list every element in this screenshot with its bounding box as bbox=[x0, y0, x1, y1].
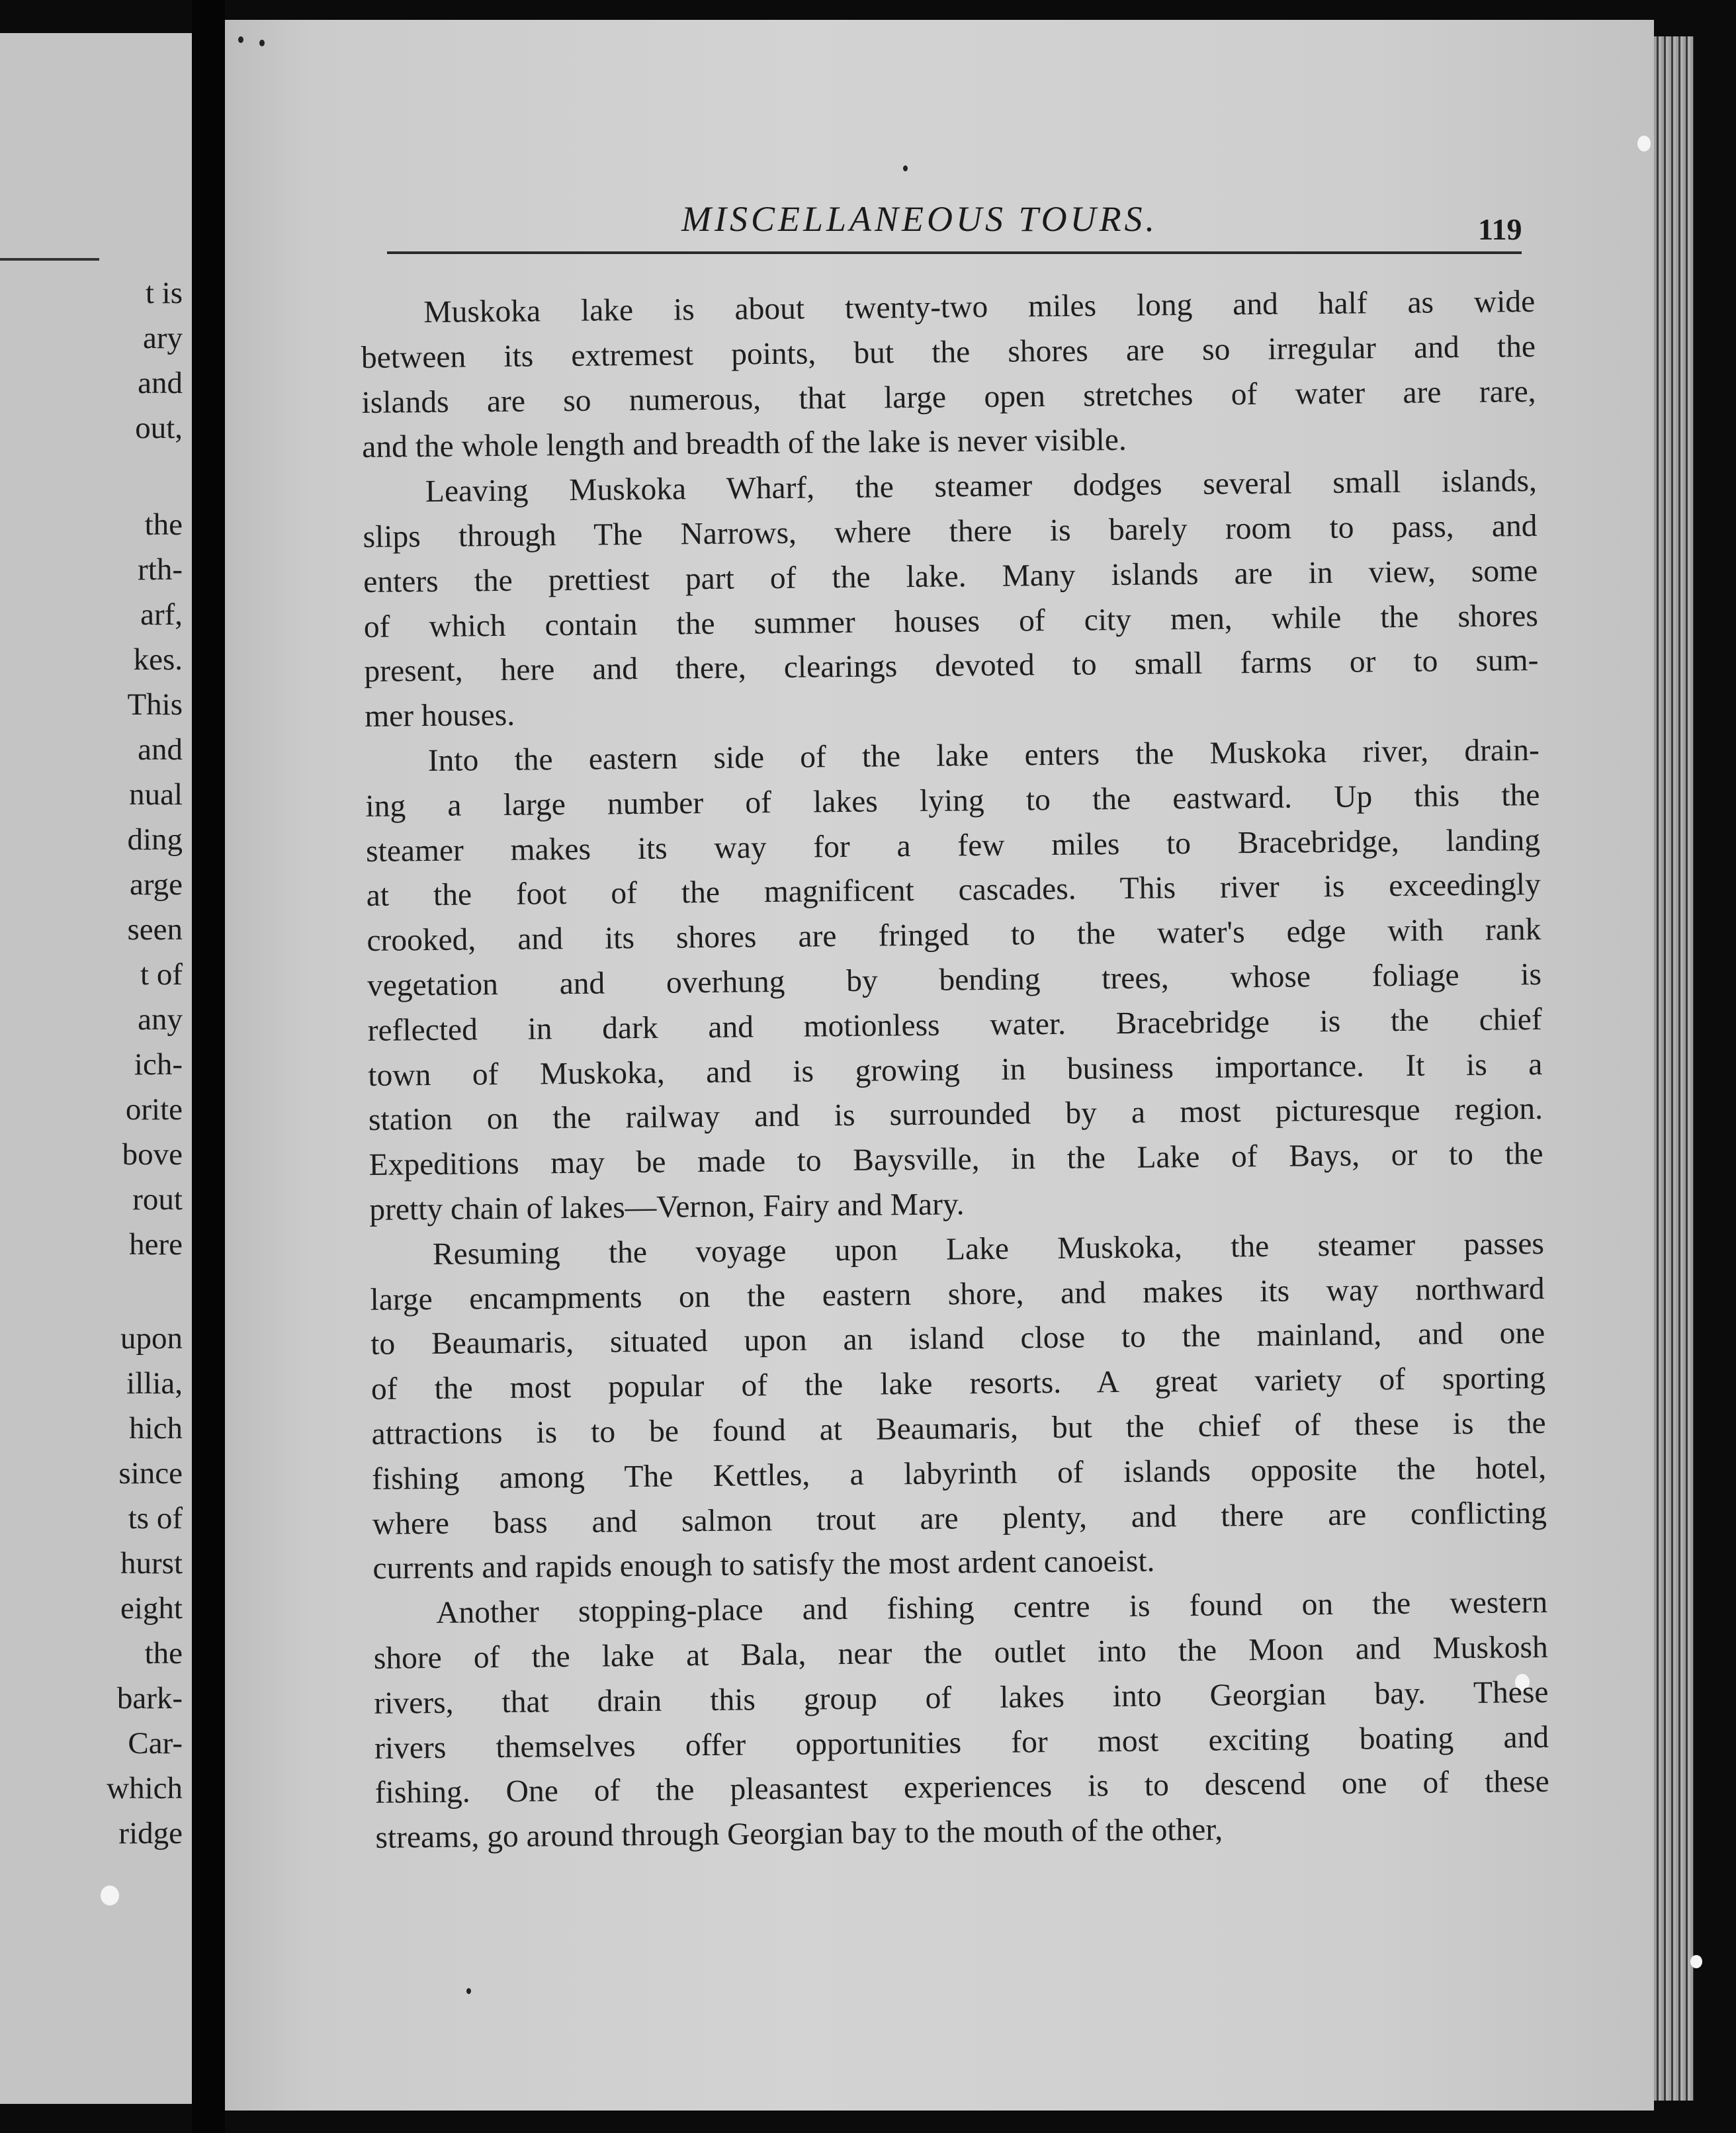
text-line: shore of the lake at Bala, near the outlet into the Moon and Muskosh bbox=[373, 1630, 1549, 1676]
facing-page-fragment: ts of bbox=[128, 1501, 183, 1536]
text-line: of which contain the summer houses of city men, while the shores bbox=[363, 598, 1539, 644]
text-line: mer houses. bbox=[364, 697, 515, 734]
text-line: steamer makes its way for a few miles to Bracebridge, landing bbox=[365, 822, 1541, 869]
page-number: 119 bbox=[1478, 212, 1522, 246]
facing-page-fragment: here bbox=[129, 1227, 183, 1262]
facing-page-fragment: nual bbox=[129, 777, 183, 812]
text-line: slips through The Narrows, where there is barely room to pass, and bbox=[363, 508, 1538, 554]
text-line: where bass and salmon trout are plenty, and there are conflicting bbox=[372, 1495, 1547, 1542]
facing-page-fragment: arf, bbox=[140, 597, 183, 632]
facing-page-fragment: the bbox=[144, 1636, 183, 1671]
facing-page-fragment: t is bbox=[145, 276, 183, 310]
text-line: of the most popular of the lake resorts. A great variety of sporting bbox=[370, 1361, 1546, 1407]
scan-speck bbox=[1637, 136, 1651, 152]
text-line: attractions is to be found at Beaumaris, but the chief of these is the bbox=[371, 1405, 1546, 1452]
body-text bbox=[361, 280, 1550, 1861]
text-line: and the whole length and breadth of the lake is never visible. bbox=[362, 423, 1127, 465]
paragraph bbox=[373, 1581, 1550, 1861]
text-line: streams, go around through Georgian bay to the mouth of the other, bbox=[375, 1812, 1223, 1855]
facing-page-fragment: out, bbox=[135, 411, 183, 445]
header-rule bbox=[387, 251, 1522, 254]
facing-page-fragment: hich bbox=[129, 1411, 183, 1446]
text-line: pretty chain of lakes—Vernon, Fairy and Mary. bbox=[369, 1187, 965, 1227]
facing-page-fragment: ich- bbox=[134, 1047, 183, 1082]
facing-page bbox=[0, 33, 192, 2104]
facing-page-fragment: illia, bbox=[126, 1366, 183, 1401]
text-line: Into the eastern side of the lake enters the Muskoka river, drain- bbox=[427, 732, 1540, 779]
scan-speck bbox=[259, 40, 265, 46]
text-line: Leaving Muskoka Wharf, the steamer dodges several small islands, bbox=[425, 464, 1538, 509]
text-line: Another stopping-place and fishing centre is found on the western bbox=[435, 1585, 1548, 1631]
paragraph bbox=[365, 728, 1544, 1233]
scan-speck bbox=[903, 165, 908, 171]
text-line: enters the prettiest part of the lake. Many islands are in view, some bbox=[363, 553, 1538, 599]
paragraph bbox=[363, 459, 1540, 740]
text-line: rivers themselves offer opportunities for most exciting boating and bbox=[374, 1719, 1549, 1766]
text-line: fishing. One of the pleasantest experiences is to descend one of these bbox=[374, 1764, 1549, 1811]
facing-page-fragment: seen bbox=[127, 912, 183, 947]
facing-page-fragment: orite bbox=[125, 1092, 183, 1127]
text-line: Resuming the voyage upon Lake Muskoka, the steamer passes bbox=[432, 1226, 1545, 1272]
facing-page-rule bbox=[0, 258, 99, 261]
facing-page-fragment: hurst bbox=[120, 1546, 183, 1581]
facing-page-fragment: rth- bbox=[138, 552, 183, 587]
facing-page-fragment: upon bbox=[120, 1321, 183, 1356]
paragraph bbox=[361, 280, 1537, 470]
text-line: present, here and there, clearings devoted to small farms or to sum- bbox=[364, 643, 1539, 689]
text-line: Muskoka lake is about twenty-two miles long and half as wide bbox=[423, 284, 1536, 330]
facing-page-fragment: bark- bbox=[116, 1681, 183, 1716]
text-line: vegetation and overhung by bending trees, whose foliage is bbox=[367, 957, 1542, 1003]
text-line: islands are so numerous, that large open stretches of water are rare, bbox=[361, 374, 1536, 420]
text-line: rivers, that drain this group of lakes into Georgian bay. These bbox=[374, 1675, 1549, 1721]
facing-page-fragment: since bbox=[118, 1456, 183, 1491]
text-line: Expeditions may be made to Baysville, in the Lake of Bays, or to the bbox=[369, 1137, 1543, 1183]
book-gutter bbox=[192, 0, 225, 2133]
text-line: large encampments on the eastern shore, and makes its way northward bbox=[370, 1271, 1545, 1317]
facing-page-fragment: ary bbox=[142, 321, 183, 355]
facing-page-fragment: rout bbox=[132, 1182, 183, 1217]
facing-page-fragment: t of bbox=[140, 957, 183, 992]
text-line: town of Muskoka, and is growing in business importance. It is a bbox=[368, 1047, 1543, 1093]
scan-speck bbox=[238, 36, 243, 43]
scan-speck bbox=[466, 1988, 471, 1994]
scan-speck bbox=[1690, 1955, 1702, 1968]
paragraph bbox=[370, 1222, 1547, 1592]
facing-page-fragment: Car- bbox=[128, 1726, 183, 1761]
text-line: crooked, and its shores are fringed to the water's edge with rank bbox=[367, 912, 1541, 959]
text-line: fishing among The Kettles, a labyrinth of islands opposite the hotel, bbox=[371, 1450, 1547, 1497]
facing-page-fragment: any bbox=[138, 1002, 183, 1037]
facing-page-fragment: kes. bbox=[133, 642, 183, 677]
facing-page-fragment: ding bbox=[127, 822, 183, 857]
facing-page-fragment: ridge bbox=[118, 1816, 183, 1850]
scan-speck bbox=[101, 1886, 119, 1905]
facing-page-fragment: and bbox=[138, 732, 183, 767]
text-line: station on the railway and is surrounded by a most picturesque region. bbox=[368, 1092, 1543, 1138]
facing-page-fragment: which bbox=[107, 1771, 183, 1806]
facing-page-fragment: the bbox=[144, 507, 183, 542]
page-edges bbox=[1654, 36, 1694, 2101]
facing-page-fragment: This bbox=[127, 687, 183, 722]
text-line: between its extremest points, but the shores are so irregular and the bbox=[361, 329, 1536, 375]
facing-page-fragment: eight bbox=[120, 1591, 183, 1626]
running-title: MISCELLANEOUS TOURS. bbox=[681, 199, 1158, 239]
text-line: at the foot of the magnificent cascades. This river is exceedingly bbox=[366, 867, 1541, 914]
text-line: currents and rapids enough to satisfy the most ardent canoeist. bbox=[372, 1544, 1155, 1587]
facing-page-fragment: bove bbox=[122, 1137, 183, 1172]
facing-page-fragment: and bbox=[138, 366, 183, 400]
text-line: to Beaumaris, situated upon an island close to the mainland, and one bbox=[370, 1316, 1545, 1362]
text-line: reflected in dark and motionless water. Bracebridge is the chief bbox=[367, 1002, 1542, 1048]
facing-page-fragment: arge bbox=[129, 867, 183, 902]
text-line: ing a large number of lakes lying to the eastward. Up this the bbox=[365, 777, 1540, 824]
